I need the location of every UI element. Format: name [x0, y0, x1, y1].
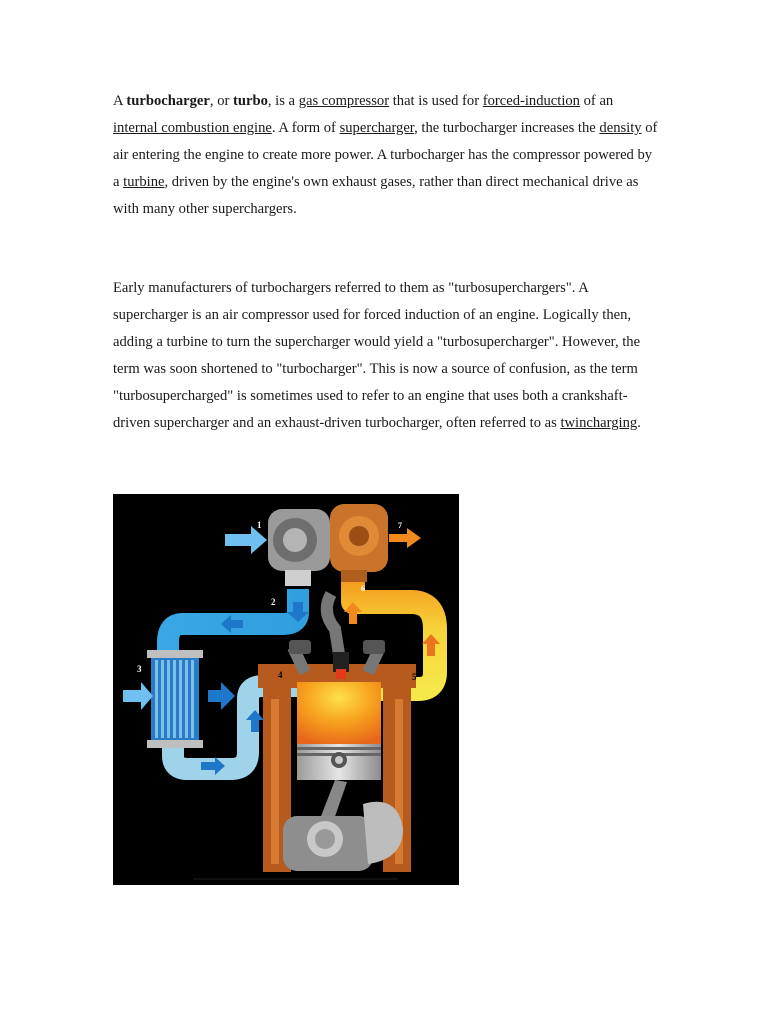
text-run: , or: [209, 93, 233, 109]
wiki-link[interactable]: supercharger: [339, 120, 415, 136]
bold-term: turbocharger: [126, 93, 210, 109]
wiki-link[interactable]: forced-induction: [482, 93, 580, 109]
text-run: that is used for: [389, 93, 483, 109]
text-run: , is a: [267, 93, 299, 109]
combustion-chamber: [297, 682, 381, 744]
wiki-link[interactable]: twincharging: [560, 415, 638, 431]
text-run: .: [637, 415, 641, 431]
label-6: 6: [361, 584, 365, 593]
label-7: 7: [398, 521, 402, 530]
wiki-link[interactable]: density: [599, 120, 642, 136]
label-2: 2: [271, 597, 276, 607]
wiki-link[interactable]: turbine: [123, 174, 165, 190]
text-run: of air entering the engine to create more power. A turbocharger has the compressor powered by a: [113, 120, 658, 190]
text-run: of an: [579, 93, 614, 109]
bold-term: turbo: [233, 93, 268, 109]
text-run: . A form of: [271, 120, 340, 136]
label-1: 1: [257, 520, 262, 530]
wiki-link[interactable]: gas compressor: [298, 93, 390, 109]
wiki-link[interactable]: internal combustion engine: [113, 120, 272, 136]
label-5: 5: [412, 672, 417, 682]
turbine-housing: [330, 504, 388, 582]
turbocharger-diagram: [113, 494, 459, 885]
label-3: 3: [137, 664, 142, 674]
text-run: , driven by the engine's own exhaust gases, rather than direct mechanical drive as with many other superchargers.: [113, 174, 639, 217]
text-run: Early manufacturers of turbochargers referred to them as "turbosuperchargers". A supercharger is an air compressor used for forced induction of an engine. Logically then, adding a turbine to turn the supercharger would yield a "turbosupercharger". However, the term was soon shortened to "turbocharger". This is now a source of confusion, as the term "turbosupercharged" is sometimes used to refer to an engine that uses both a crankshaft-driven supercharger and an exhaust-driven turbocharger, often referred to as: [113, 280, 641, 431]
paragraph-history: [113, 275, 658, 437]
text-run: , the turbocharger increases the: [414, 120, 600, 136]
text-run: A: [113, 93, 127, 109]
intercooler: [147, 650, 203, 748]
label-4: 4: [278, 670, 283, 680]
paragraph-intro: [113, 88, 658, 223]
